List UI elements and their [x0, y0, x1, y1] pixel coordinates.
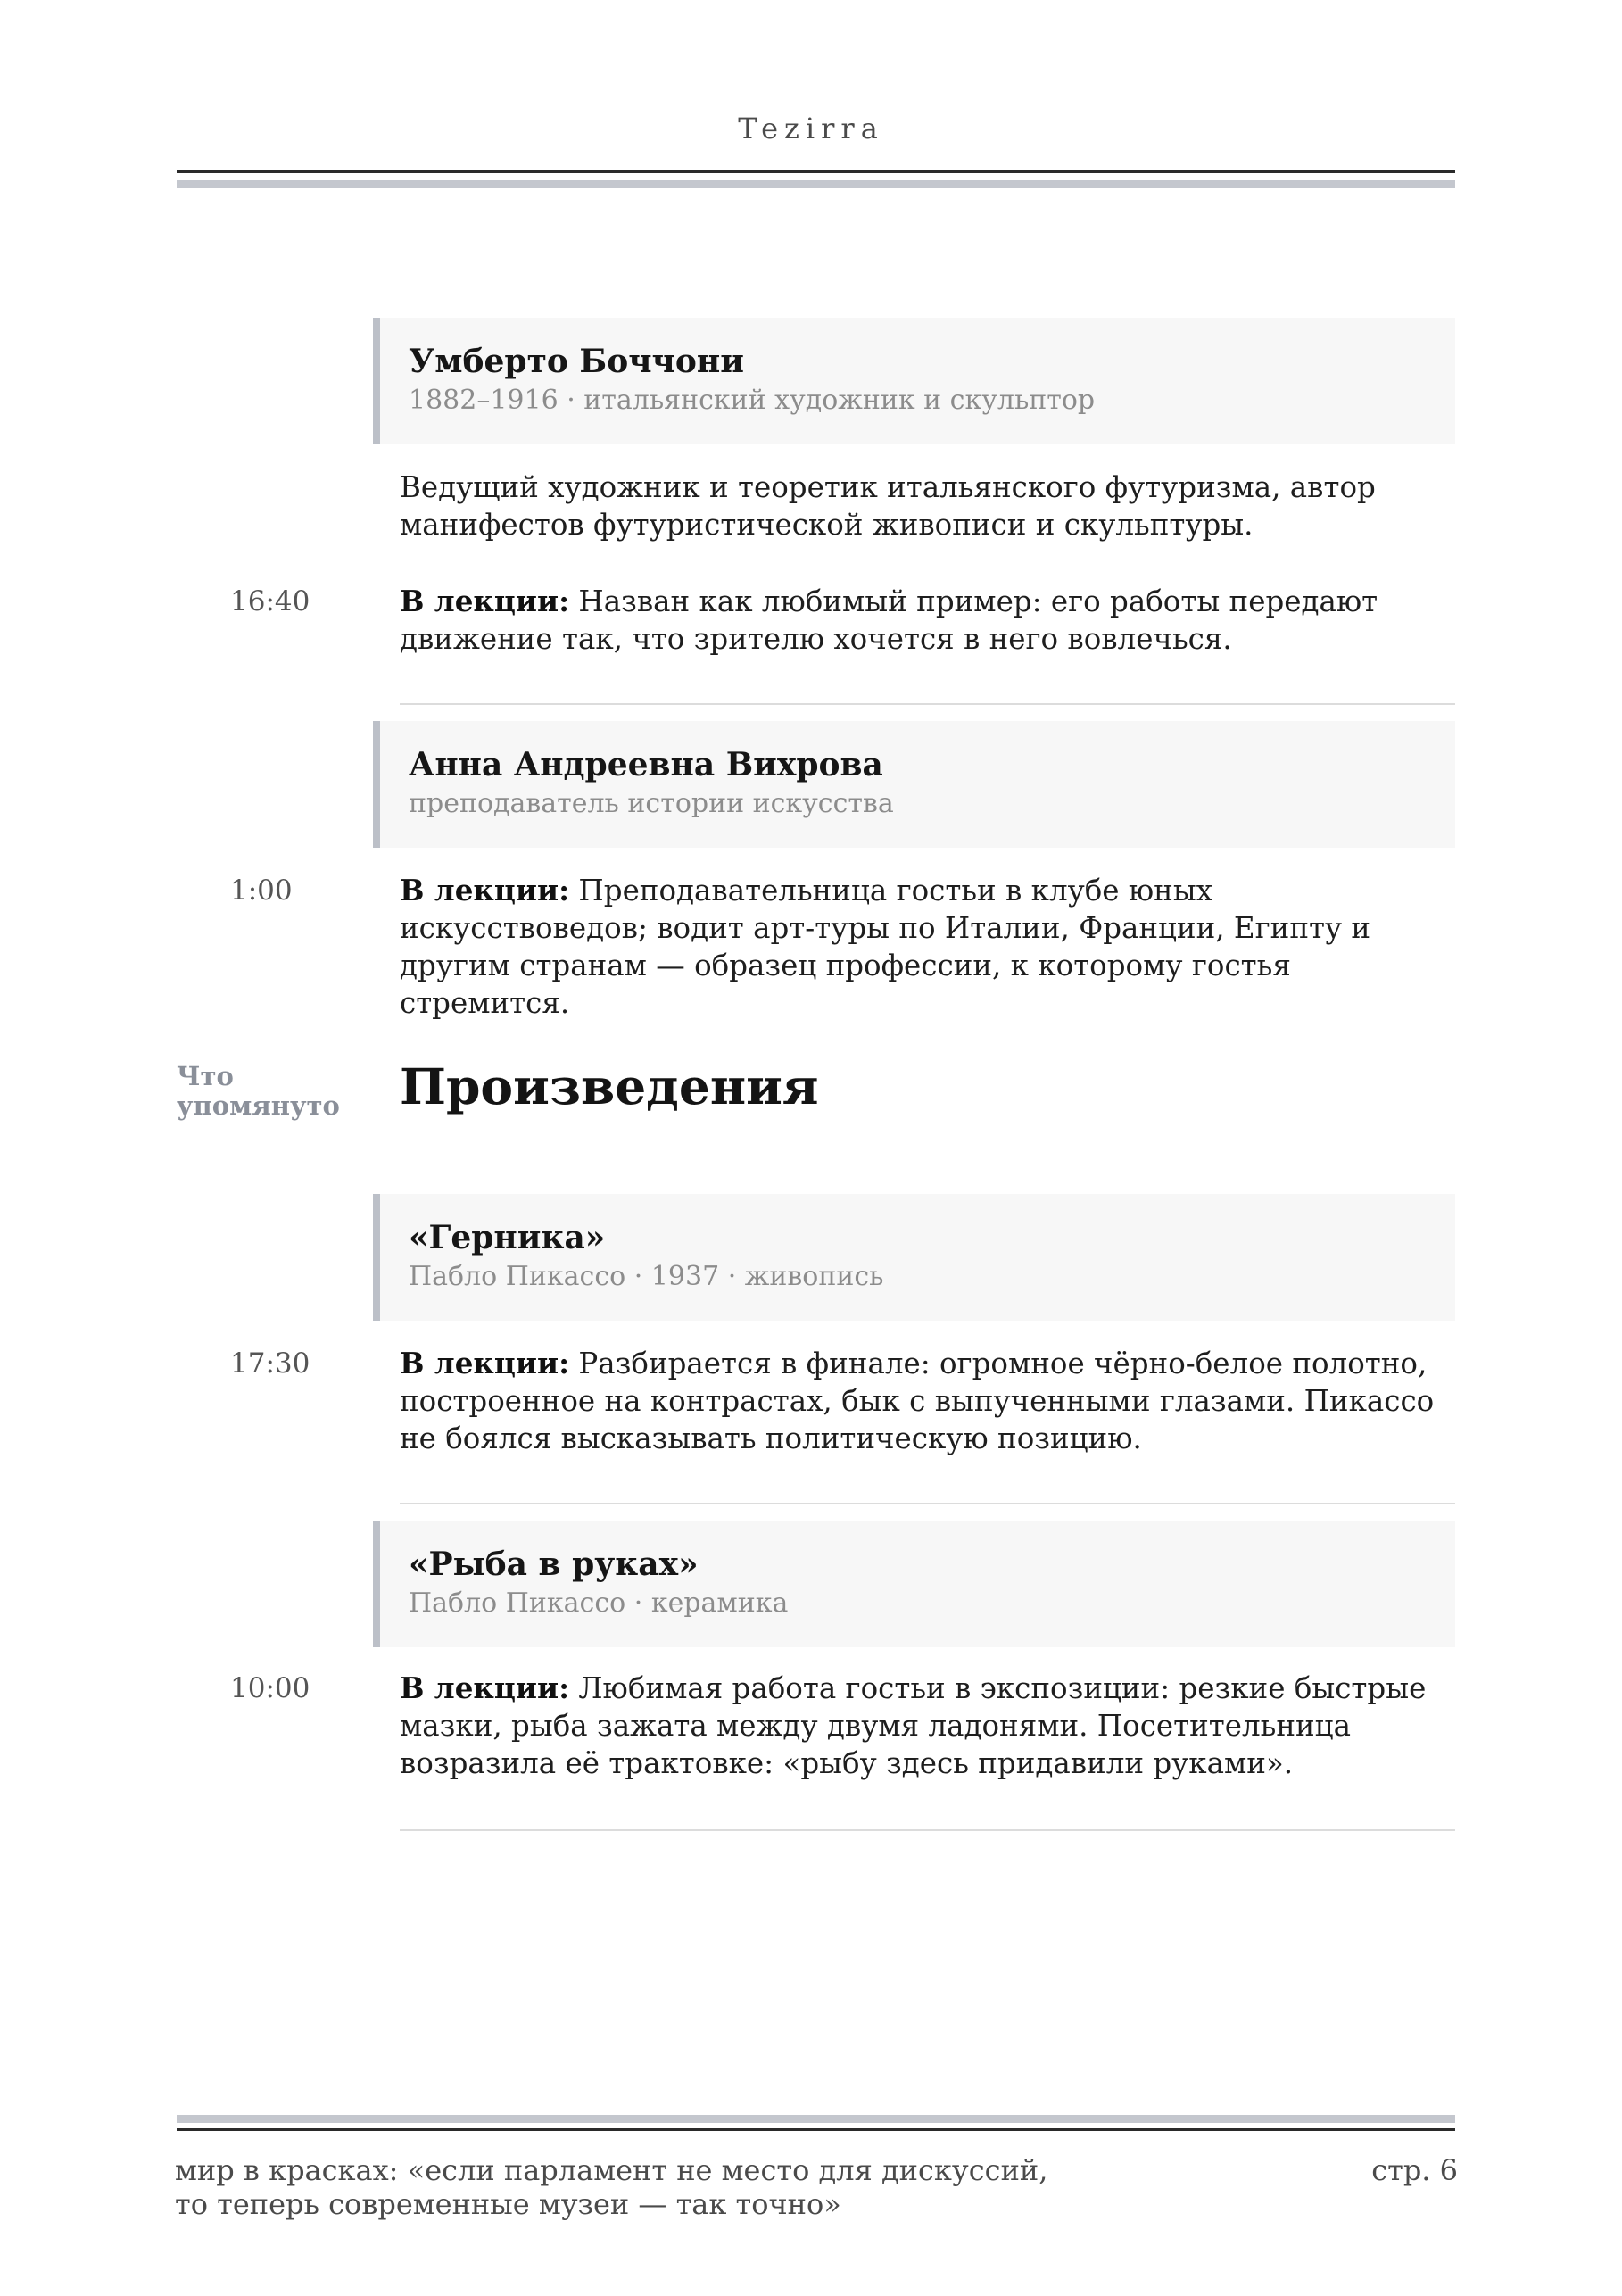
person-meta: преподаватель истории искусства	[409, 788, 894, 819]
footer-caption	[175, 2153, 1156, 2221]
lecture-label: В лекции:	[400, 873, 570, 908]
work-meta: Пабло Пикассо · 1937 · живопись	[409, 1261, 884, 1292]
footer-rule	[177, 2128, 1455, 2131]
entry-separator	[400, 1829, 1455, 1831]
lecture-label: В лекции:	[400, 584, 570, 618]
document-brand: Tezirra	[738, 112, 884, 145]
section-title: Произведения	[400, 1057, 819, 1115]
page-number: стр. 6	[1371, 2153, 1458, 2187]
lecture-text: Преподавательница гостьи в клубе юных искусствоведов; водит арт-туры по Италии, Франции, Египту и другим странам — образец профессии, к которому гостья стремится.	[400, 874, 1371, 1020]
entry-separator	[400, 1503, 1455, 1504]
footer-rule-accent	[177, 2115, 1455, 2123]
entry-separator	[400, 703, 1455, 705]
lecture-note	[400, 583, 1461, 658]
person-card	[373, 721, 1455, 848]
person-card	[373, 318, 1455, 444]
work-title: «Рыба в руках»	[409, 1546, 699, 1583]
work-card	[373, 1194, 1455, 1321]
footer-caption-line: мир в красках: «если парламент не место для дискуссий,	[175, 2153, 1048, 2187]
work-card	[373, 1521, 1455, 1647]
section-side-label: Что упомянуто	[177, 1061, 340, 1121]
lecture-note	[400, 1345, 1461, 1457]
work-meta: Пабло Пикассо · керамика	[409, 1587, 789, 1619]
header-rule-accent	[177, 180, 1455, 188]
timestamp: 17:30	[230, 1347, 310, 1380]
person-name: Анна Андреевна Вихрова	[409, 746, 883, 783]
timestamp: 16:40	[230, 585, 310, 618]
footer-caption-line: то теперь современные музеи — так точно»	[175, 2187, 841, 2221]
lecture-text: Любимая работа гостьи в экспозиции: резкие быстрые мазки, рыба зажата между двумя ладонями. Посетительница возразила её трактовке: «рыбу здесь придавили руками».	[400, 1671, 1427, 1780]
person-description: Ведущий художник и теоретик итальянского футуризма, автор манифестов футуристической живописи и скульптуры.	[400, 470, 1376, 542]
person-name: Умберто Боччони	[409, 343, 744, 380]
lecture-text: Разбирается в финале: огромное чёрно-белое полотно, построенное на контрастах, бык с выпученными глазами. Пикассо не боялся высказывать политическую позицию.	[400, 1347, 1435, 1455]
lecture-label: В лекции:	[400, 1346, 570, 1380]
work-title: «Герника»	[409, 1219, 606, 1256]
lecture-text: Назван как любимый пример: его работы передают движение так, что зрителю хочется в него вовлечься.	[400, 584, 1378, 656]
lecture-note	[400, 1670, 1461, 1782]
person-meta: 1882–1916 · итальянский художник и скульптор	[409, 385, 1096, 416]
lecture-label: В лекции:	[400, 1670, 570, 1705]
timestamp: 1:00	[230, 874, 293, 907]
lecture-note	[400, 872, 1461, 1022]
timestamp: 10:00	[230, 1672, 310, 1704]
header-rule	[177, 170, 1455, 173]
